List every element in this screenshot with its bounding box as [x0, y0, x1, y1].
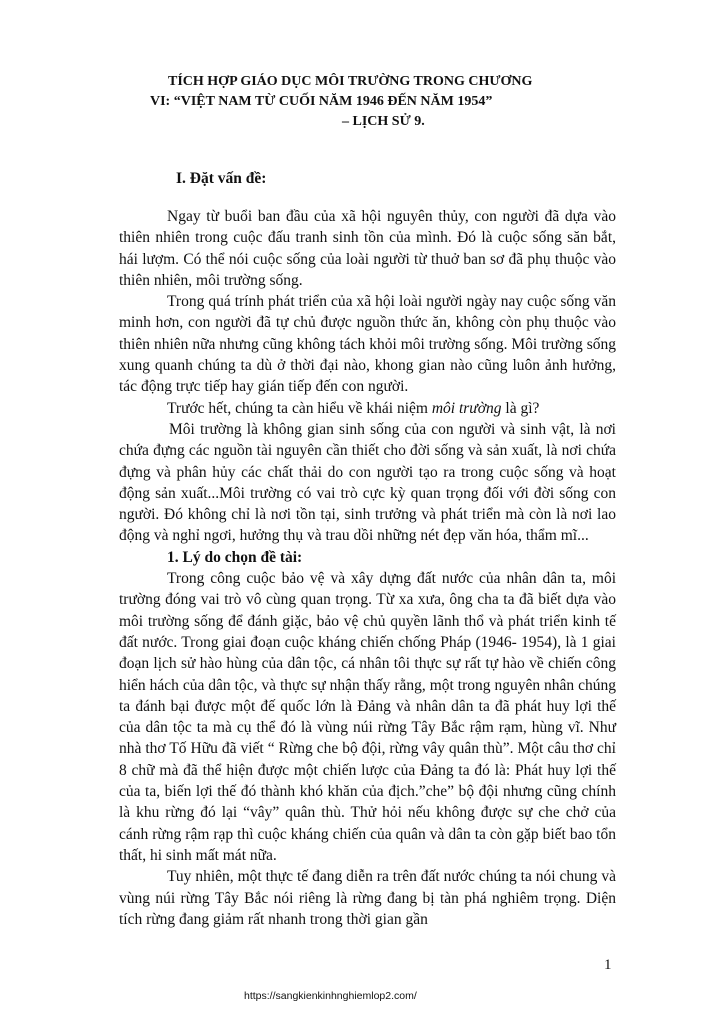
- paragraph-3-start: Trước hết, chúng ta càn hiểu về khái niệm: [167, 399, 432, 417]
- paragraph-3-italic: môi trường: [431, 399, 502, 417]
- body-text: [119, 206, 616, 930]
- title-line-1: TÍCH HỢP GIÁO DỤC MÔI TRƯỜNG TRONG CHƯƠNG: [168, 74, 533, 89]
- paragraph-5: Trong công cuộc bảo vệ và xây dựng đất nước của nhân dân ta, môi trường đóng vai trò vô cùng quan trọng. Từ xa xưa, ông cha ta đã biết dựa vào môi trường sống để đánh giặc, bảo vệ chủ quyền lãnh thổ và phát triển kinh tế đất nước. Trong giai đoạn cuộc kháng chiến chống Pháp (1946- 1954), là 1 giai đoạn lịch sử hào hùng của dân tộc, cá nhân tôi thực sự rất tự hào về chiến công hiển hách của dân tộc, và thực sự nhận thấy rằng, một trong nguyên nhân chúng ta đánh bại được một đế quốc lớn là Đảng và nhân dân ta đã phát huy lợi thế của dân tộc ta mà cụ thể đó là vùng núi rừng Tây Bắc rậm rạm, hùng vĩ. Như nhà thơ Tố Hữu đã viết “ Rừng che bộ đội, rừng vây quân thù”. Một câu thơ chỉ 8 chữ mà đã thể hiện được một chiến lược của Đảng ta đó là: Phát huy lợi thế của ta, biến lợi thế đó thành khó khăn của địch.”che” bộ đội nhưng cũng chính là khu rừng đó lại “vây” quân thù. Thử hỏi nếu không được sự che chở của cánh rừng rậm rạp thì cuộc kháng chiến của quân và dân ta còn gặp biết bao tổn thất, hi sinh mất mát nữa.: [119, 570, 616, 864]
- paragraph-2: Trong quá trính phát triển của xã hội loài người ngày nay cuộc sống văn minh hơn, con người đã tự chủ được nguồn thức ăn, không còn phụ thuộc vào thiên nhiên nữa nhưng cũng không tách khỏi môi trường sống. Môi trường sống xung quanh chúng ta dù ở thời đại nào, khong gian nào cũng luôn ảnh hưởng, tác động trực tiếp hay gián tiếp đến con người.: [119, 293, 616, 396]
- title-line-3: – LỊCH SỬ 9.: [342, 114, 425, 129]
- paragraph-3: [119, 398, 616, 419]
- paragraph-3-end: là gì?: [501, 399, 540, 417]
- paragraph-6: Tuy nhiên, một thực tế đang diễn ra trên đất nước chúng ta nói chung và vùng núi rừng Tây Bắc nói riêng là rừng đang bị tàn phá nghiêm trọng. Diện tích rừng đang giảm rất nhanh trong thời gian gần: [119, 868, 616, 928]
- document-title: [150, 72, 630, 132]
- paragraph-4: Môi trường là không gian sinh sống của con người và sinh vật, là nơi chứa đựng các nguồn tài nguyên cần thiết cho đời sống và sản xuất, là nơi chứa đựng và phân hủy các chất thải do con người tạo ra trong cuộc sống và hoạt động sản xuất...Môi trường có vai trò cực kỳ quan trọng đối với đời sống con người. Đó không chỉ là nơi tồn tại, sinh trưởng và phát triển mà còn là nơi lao động và nghỉ ngơi, hưởng thụ và trau dồi những nét đẹp văn hóa, thẩm mĩ...: [119, 420, 616, 545]
- page-number: 1: [604, 957, 612, 973]
- footer-url: https://sangkienkinhnghiemlop2.com/: [244, 990, 417, 1002]
- title-line-2: VI: “VIỆT NAM TỪ CUỐI NĂM 1946 ĐẾN NĂM 1954”: [150, 94, 493, 109]
- subsection-heading: 1. Lý do chọn đề tài:: [167, 548, 303, 566]
- section-heading: I. Đặt vấn đề:: [176, 170, 267, 187]
- paragraph-1: Ngay từ buổi ban đầu của xã hội nguyên thủy, con người đã dựa vào thiên nhiên trong cuộc đấu tranh sinh tồn của mình. Đó là cuộc sống săn bắt, hái lượm. Có thể nói cuộc sống của loài người từ thuở ban sơ đã phụ thuộc vào thiên nhiên, môi trường sống.: [119, 208, 616, 289]
